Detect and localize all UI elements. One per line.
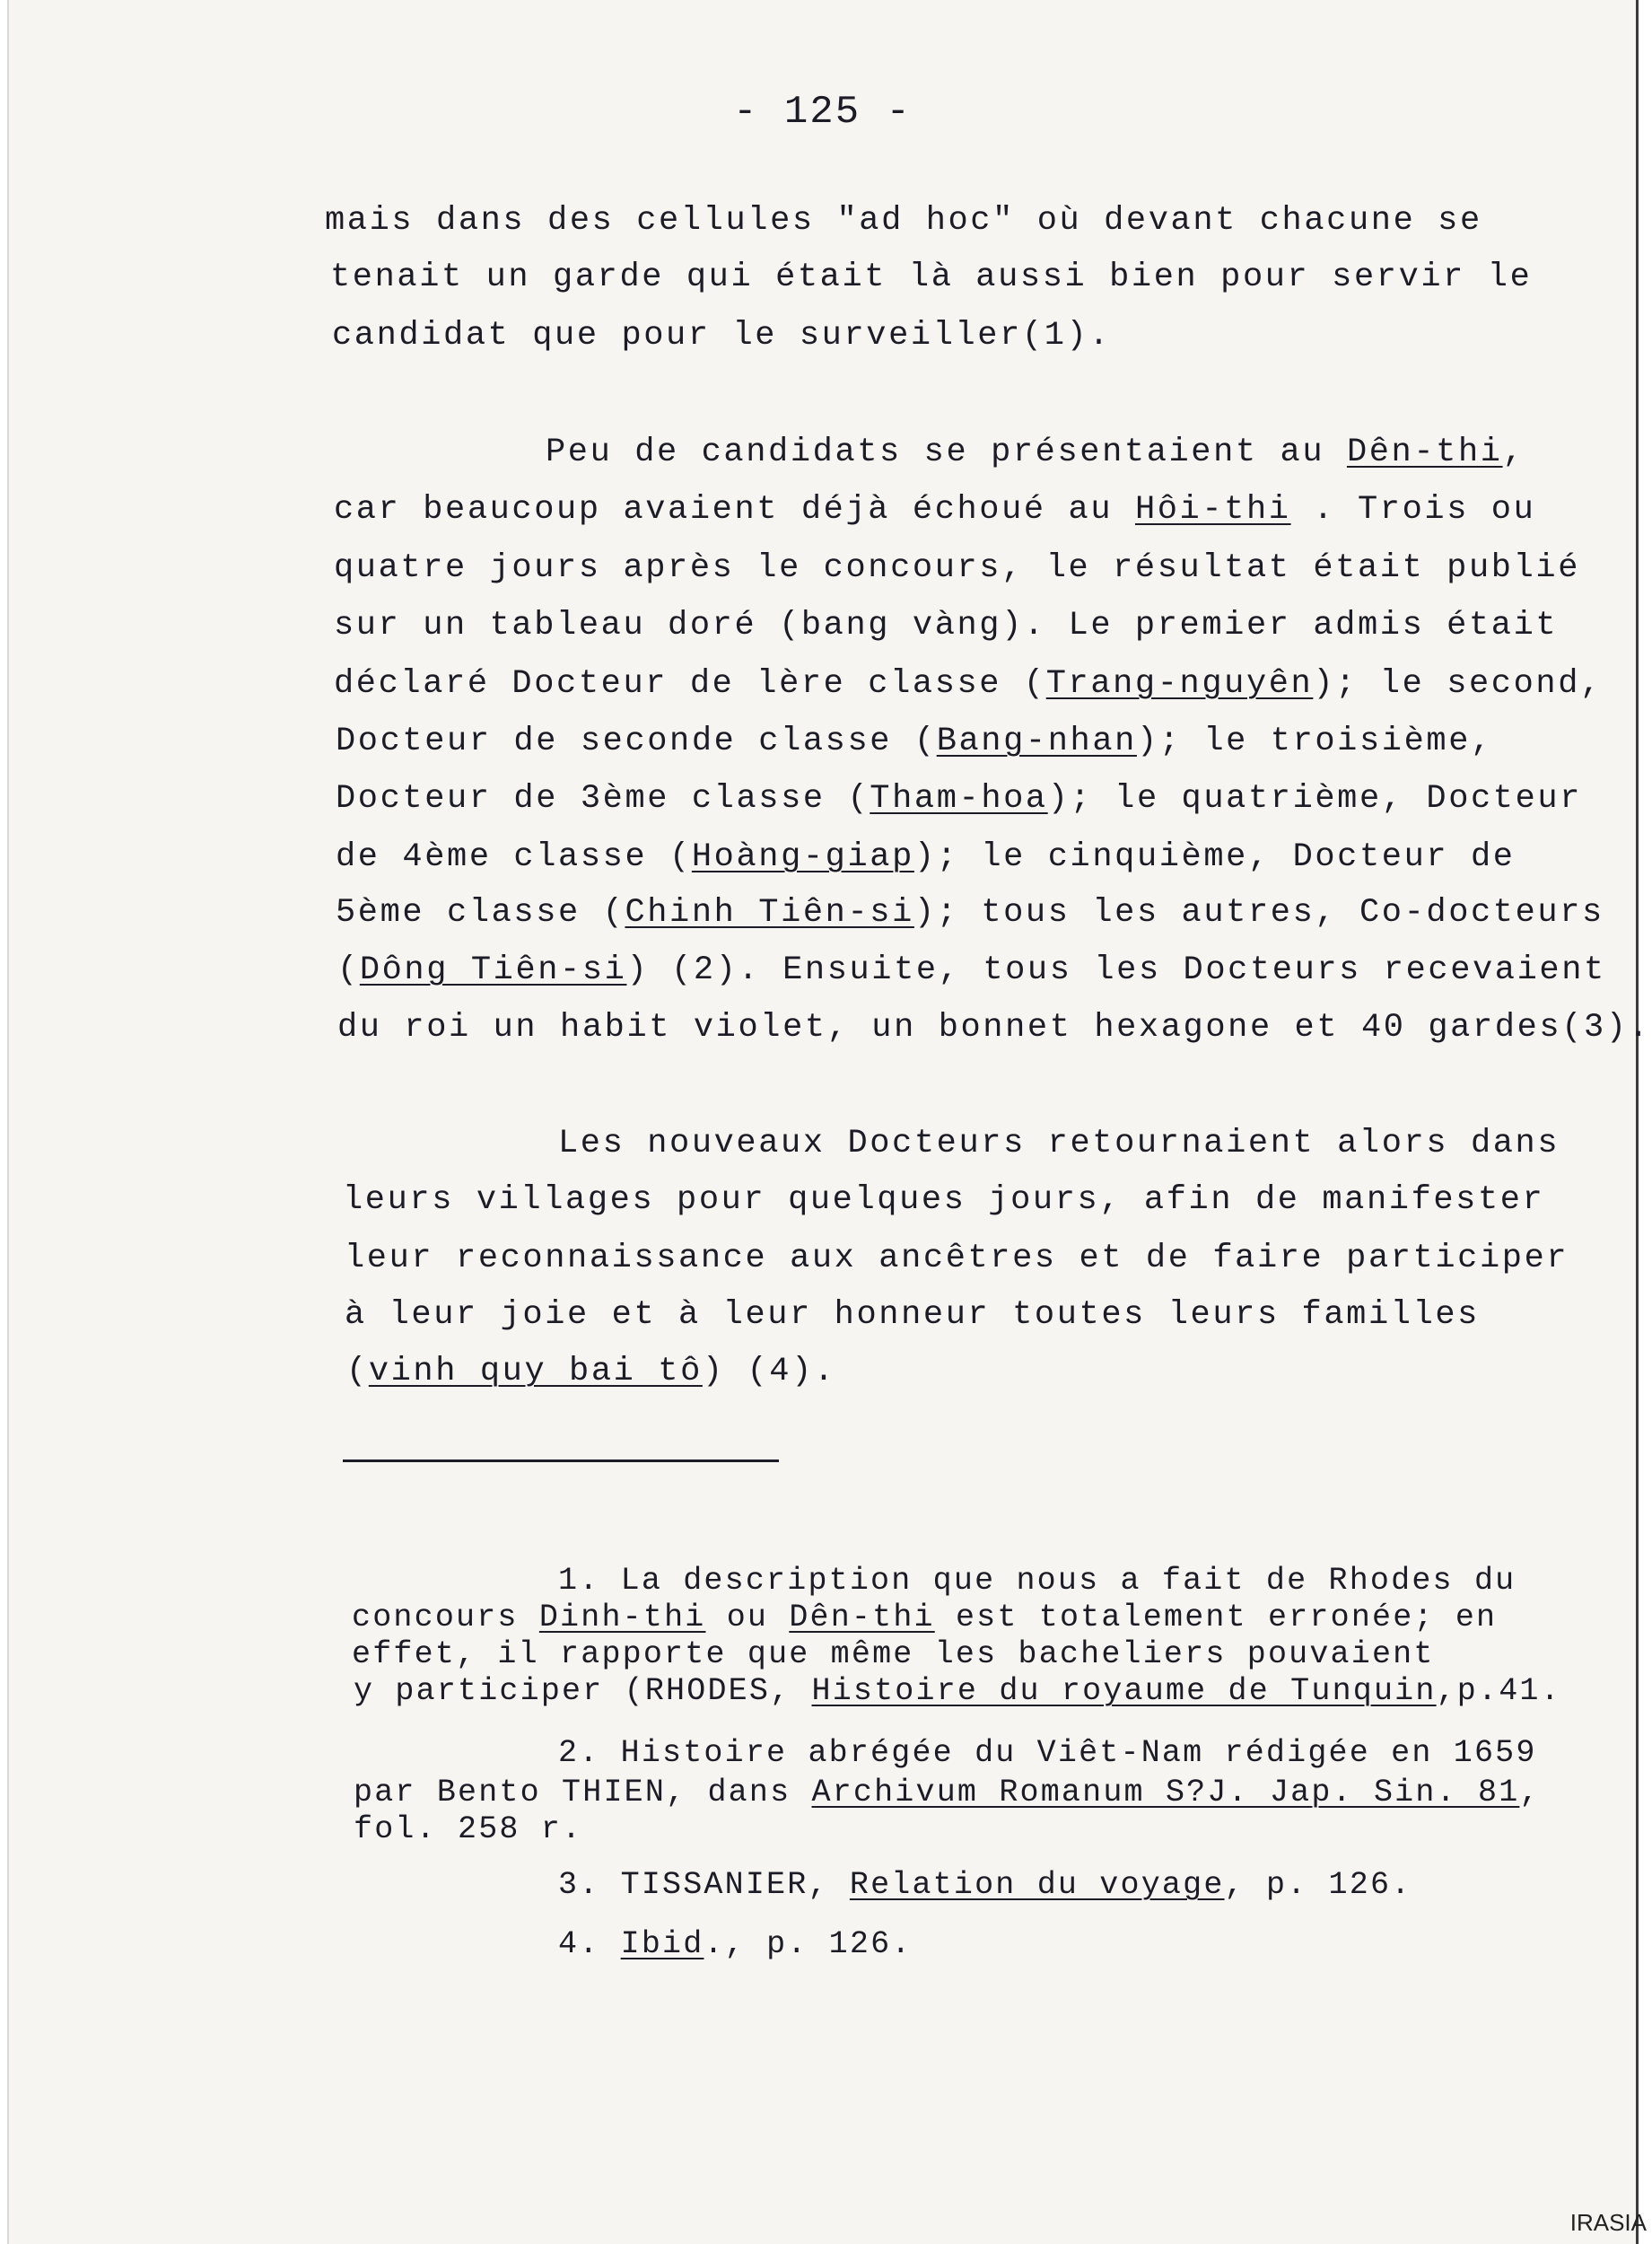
- paragraph2-line4: sur un tableau doré (bang vàng). Le premier admis était: [334, 607, 1559, 644]
- irasia-watermark: IRASIA: [1569, 2209, 1647, 2236]
- page-number: - 125 -: [733, 90, 912, 135]
- footnote4: 4. Ibid., p. 126.: [558, 1926, 913, 1962]
- footnote1-line1: 1. La description que nous a fait de Rhodes du: [558, 1563, 1517, 1599]
- footnote2-line2: par Bento THIEN, dans Archivum Romanum S?J. Jap. Sin. 81,: [354, 1775, 1541, 1810]
- footnote3: 3. TISSANIER, Relation du voyage, p. 126.: [558, 1867, 1412, 1903]
- footnote1-line4: y participer (RHODES, Histoire du royaume de Tunquin,p.41.: [354, 1673, 1561, 1709]
- paragraph2-line8: de 4ème classe (Hoàng-giap); le cinquième, Docteur de: [336, 838, 1516, 876]
- term-trang-nguyen: Trang-nguyên: [1045, 665, 1314, 703]
- term-tham-hoa: Tham-hoa: [870, 780, 1048, 818]
- term-hoang-giap: Hoàng-giap: [691, 838, 914, 876]
- paragraph2-line5: déclaré Docteur de lère classe (Trang-nguyên); le second,: [334, 665, 1603, 703]
- paragraph1-line1: mais dans des cellules "ad hoc" où devant chacune se: [325, 202, 1482, 240]
- paragraph2-line7: Docteur de 3ème classe (Tham-hoa); le quatrième, Docteur: [336, 780, 1583, 818]
- paragraph2-line11: du roi un habit violet, un bonnet hexagone et 40 gardes(3).: [337, 1009, 1651, 1047]
- paragraph2-line3: quatre jours après le concours, le résultat était publié: [334, 549, 1581, 587]
- footnote1-line3: effet, il rapporte que même les bacheliers pouvaient: [352, 1636, 1435, 1672]
- term-dong-tien-si: Dông Tiên-si: [359, 951, 627, 989]
- footnote-separator: [343, 1459, 779, 1462]
- paragraph3-line3: leur reconnaissance aux ancêtres et de faire participer: [345, 1240, 1569, 1277]
- paragraph2-line10: (Dông Tiên-si) (2). Ensuite, tous les Docteurs recevaient: [337, 951, 1606, 989]
- term-bang-nhan: Bang-nhan: [936, 723, 1137, 760]
- paragraph2-line2: car beaucoup avaient déjà échoué au Hôi-thi . Trois ou: [334, 491, 1536, 529]
- footnote2-line3: fol. 258 r.: [354, 1811, 583, 1847]
- term-hoi-thi: Hôi-thi: [1134, 491, 1291, 529]
- footnote2-line1: 2. Histoire abrégée du Viêt-Nam rédigée en 1659: [558, 1735, 1537, 1771]
- paragraph1-line2: tenait un garde qui était là aussi bien pour servir le: [330, 259, 1533, 296]
- paragraph2-line6: Docteur de seconde classe (Bang-nhan); le troisième,: [336, 723, 1493, 760]
- paragraph2-line9: 5ème classe (Chinh Tiên-si); tous les autres, Co-docteurs: [336, 894, 1604, 932]
- document-page: [7, 0, 1651, 2244]
- term-vinh-quy-bai-to: vinh quy bai tô: [368, 1353, 703, 1390]
- paragraph3-line2: leurs villages pour quelques jours, afin de manifester: [343, 1181, 1545, 1219]
- paragraph3-line1: Les nouveaux Docteurs retournaient alors dans: [558, 1125, 1560, 1162]
- term-den-thi: Dên-thi: [1346, 434, 1503, 471]
- paragraph1-line3: candidat que pour le surveiller(1).: [332, 317, 1112, 355]
- footnote1-line2: concours Dinh-thi ou Dên-thi est totalement erronée; en: [352, 1600, 1498, 1635]
- term-chinh-tien-si: Chinh Tiên-si: [625, 894, 914, 932]
- paragraph3-line5: (vinh quy bai tô) (4).: [346, 1353, 836, 1390]
- paragraph2-line1: Peu de candidats se présentaient au Dên-thi,: [546, 434, 1525, 471]
- paragraph3-line4: à leur joie et à leur honneur toutes leurs familles: [345, 1296, 1480, 1334]
